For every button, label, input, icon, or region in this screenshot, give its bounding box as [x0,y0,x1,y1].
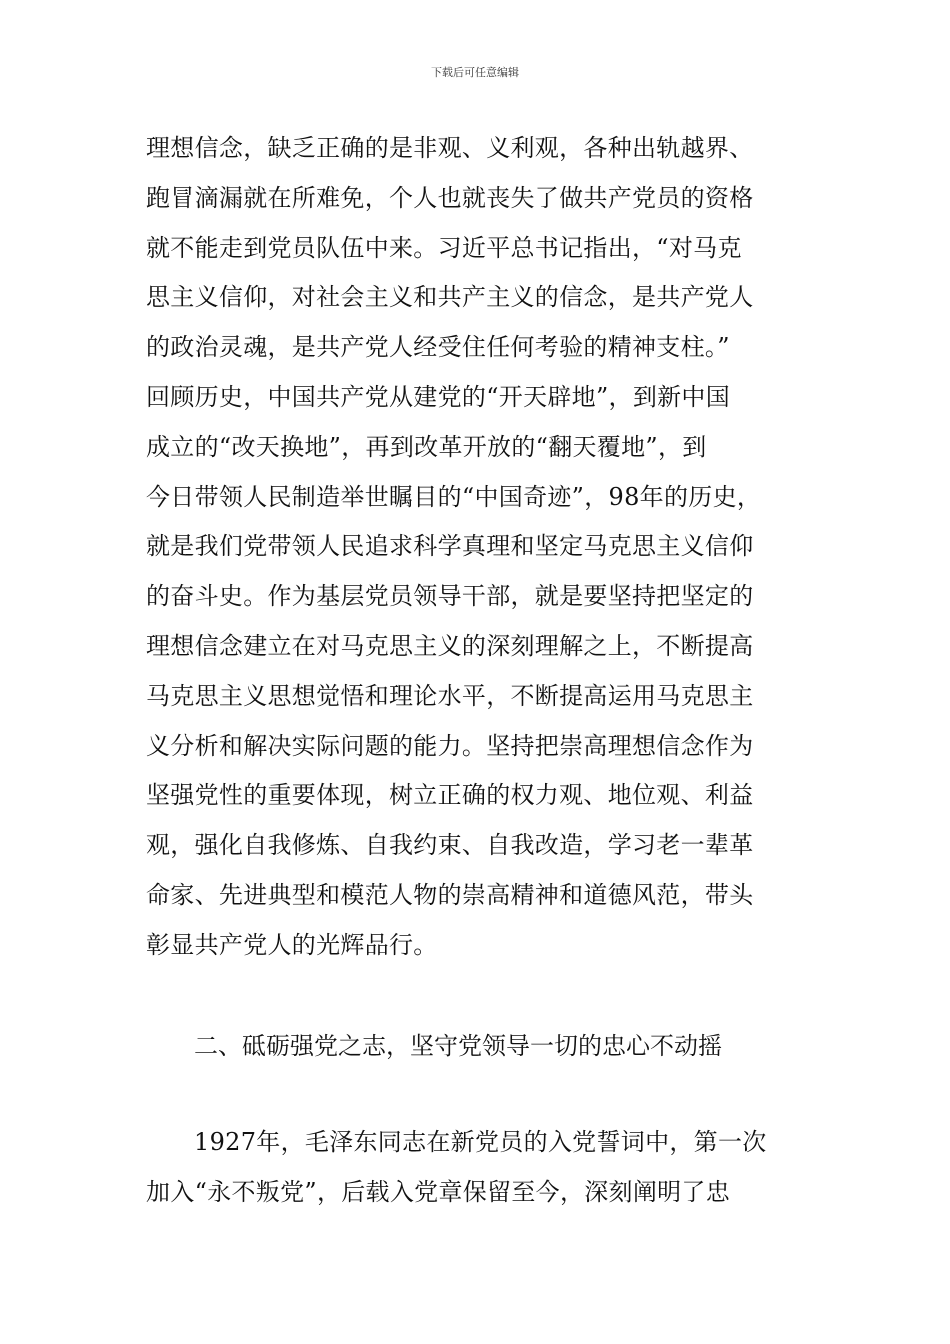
text-line: 理想信念，缺乏正确的是非观、义利观，各种出轨越界、 [146,134,754,162]
text-line: 的奋斗史。作为基层党员领导干部，就是要坚持把坚定的 [146,582,754,611]
body-paragraph-2 [146,1118,826,1218]
text-line: 的政治灵魂，是共产党人经受住任何考验的精神支柱。” [146,333,730,362]
text-line: 马克思主义思想觉悟和理论水平，不断提高运用马克思主 [146,681,754,710]
text-line: 回顾历史，中国共产党从建党的“开天辟地”，到新中国 [146,382,731,411]
text-line: 义分析和解决实际问题的能力。坚持把崇高理想信念作为 [146,731,754,760]
text-line: 就不能走到党员队伍中来。习近平总书记指出，“对马克 [146,233,742,262]
body-paragraph-1 [146,124,826,971]
text-line: 彰显共产党人的光辉品行。 [146,930,438,959]
page-header: 下载后可任意编辑 [431,66,519,79]
section-heading: 二、砥砺强党之志，坚守党领导一切的忠心不动摇 [194,1032,722,1060]
text-line: 观，强化自我修炼、自我约束、自我改造，学习老一辈革 [146,831,754,860]
text-line: 跑冒滴漏就在所难免，个人也就丧失了做共产党员的资格 [146,183,754,212]
text-line: 今日带领人民制造举世瞩目的“中国奇迹”，98年的历史， [146,482,762,511]
text-line: 加入“永不叛党”，后载入党章保留至今，深刻阐明了忠 [146,1177,731,1206]
text-line: 成立的“改天换地”，再到改革开放的“翻天覆地”，到 [146,432,707,461]
text-line: 理想信念建立在对马克思主义的深刻理解之上，不断提高 [146,631,754,660]
text-line: 1927年，毛泽东同志在新党员的入党誓词中，第一次 [194,1128,767,1156]
text-line: 命家、先进典型和模范人物的崇高精神和道德风范，带头 [146,880,754,909]
text-line: 就是我们党带领人民追求科学真理和坚定马克思主义信仰 [146,532,754,561]
text-line: 坚强党性的重要体现，树立正确的权力观、地位观、利益 [146,781,754,810]
text-line: 思主义信仰，对社会主义和共产主义的信念，是共产党人 [146,283,754,312]
